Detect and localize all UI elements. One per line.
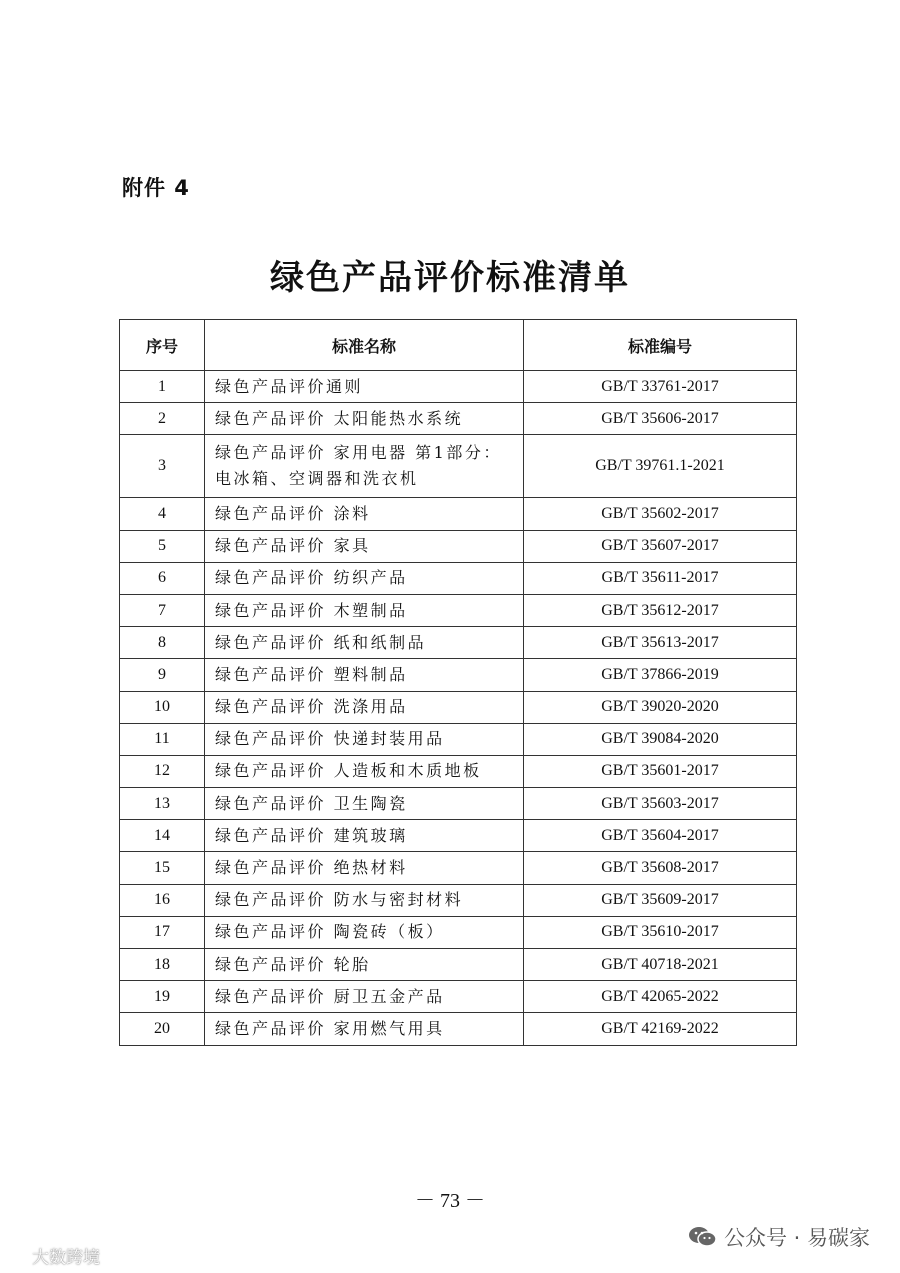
- serial-cell: 8: [120, 627, 205, 659]
- standard-name-cell: 绿色产品评价 家具: [205, 530, 524, 562]
- standard-name-cell: 绿色产品评价 轮胎: [205, 949, 524, 981]
- serial-cell: 16: [120, 884, 205, 916]
- document-title: 绿色产品评价标准清单: [270, 258, 630, 298]
- watermark-right: [688, 1222, 870, 1252]
- table-row: [120, 820, 797, 852]
- watermark-left-text: 大数跨境: [32, 1248, 100, 1268]
- standard-code-cell: GB/T 42065-2022: [524, 981, 797, 1013]
- standard-name-cell: 绿色产品评价 纸和纸制品: [205, 627, 524, 659]
- table-header-row: [120, 320, 797, 371]
- table-row: [120, 562, 797, 594]
- table-row: [120, 1013, 797, 1045]
- page-number: － 73 －: [415, 1190, 485, 1212]
- standard-code-cell: GB/T 42169-2022: [524, 1013, 797, 1045]
- serial-cell: 5: [120, 530, 205, 562]
- standard-name-cell: 绿色产品评价 木塑制品: [205, 594, 524, 626]
- serial-cell: 20: [120, 1013, 205, 1045]
- serial-cell: 11: [120, 723, 205, 755]
- standard-name-cell: 绿色产品评价 陶瓷砖（板）: [205, 916, 524, 948]
- header-standard-name: 标准名称: [205, 320, 524, 371]
- standard-code-cell: GB/T 33761-2017: [524, 371, 797, 403]
- standard-name-cell: 绿色产品评价 绝热材料: [205, 852, 524, 884]
- serial-cell: 6: [120, 562, 205, 594]
- standard-code-cell: GB/T 37866-2019: [524, 659, 797, 691]
- header-standard-code: 标准编号: [524, 320, 797, 371]
- serial-cell: 12: [120, 755, 205, 787]
- table-row: [120, 884, 797, 916]
- table-row: [120, 530, 797, 562]
- standard-code-cell: GB/T 35601-2017: [524, 755, 797, 787]
- standard-code-cell: GB/T 35607-2017: [524, 530, 797, 562]
- standard-code-cell: GB/T 35608-2017: [524, 852, 797, 884]
- logo-icon: [6, 1244, 28, 1267]
- table-row: [120, 659, 797, 691]
- standard-name-cell: 绿色产品评价 快递封装用品: [205, 723, 524, 755]
- header-serial: 序号: [120, 320, 205, 371]
- watermark-right-text: 公众号 · 易碳家: [723, 1226, 870, 1250]
- standard-name-cell: 绿色产品评价 建筑玻璃: [205, 820, 524, 852]
- table-row: [120, 916, 797, 948]
- standard-name-cell: 绿色产品评价通则: [205, 371, 524, 403]
- standard-name-cell: 绿色产品评价 防水与密封材料: [205, 884, 524, 916]
- table-row: [120, 981, 797, 1013]
- serial-cell: 15: [120, 852, 205, 884]
- standard-code-cell: GB/T 35604-2017: [524, 820, 797, 852]
- standard-name-cell: 绿色产品评价 家用燃气用具: [205, 1013, 524, 1045]
- standard-code-cell: GB/T 35606-2017: [524, 403, 797, 435]
- table-row: [120, 403, 797, 435]
- table-row: [120, 594, 797, 626]
- serial-cell: 4: [120, 498, 205, 530]
- standard-code-cell: GB/T 35609-2017: [524, 884, 797, 916]
- table-row: [120, 723, 797, 755]
- serial-cell: 7: [120, 594, 205, 626]
- standard-code-cell: GB/T 40718-2021: [524, 949, 797, 981]
- standard-name-cell: 绿色产品评价 家用电器 第1部分：电冰箱、空调器和洗衣机: [205, 435, 524, 498]
- table-row: [120, 371, 797, 403]
- standard-code-cell: GB/T 35603-2017: [524, 788, 797, 820]
- serial-cell: 1: [120, 371, 205, 403]
- serial-cell: 2: [120, 403, 205, 435]
- standard-name-cell: 绿色产品评价 洗涤用品: [205, 691, 524, 723]
- standards-table: [119, 319, 797, 1046]
- table-row: [120, 691, 797, 723]
- standard-name-cell: 绿色产品评价 太阳能热水系统: [205, 403, 524, 435]
- standard-code-cell: GB/T 35611-2017: [524, 562, 797, 594]
- serial-cell: 9: [120, 659, 205, 691]
- watermark-left: [6, 1243, 100, 1268]
- table-row: [120, 627, 797, 659]
- serial-cell: 18: [120, 949, 205, 981]
- serial-cell: 17: [120, 916, 205, 948]
- attachment-label: 附件 4: [122, 176, 190, 200]
- standard-code-cell: GB/T 39020-2020: [524, 691, 797, 723]
- serial-cell: 19: [120, 981, 205, 1013]
- standard-code-cell: GB/T 35612-2017: [524, 594, 797, 626]
- table-row: [120, 788, 797, 820]
- serial-cell: 10: [120, 691, 205, 723]
- standard-code-cell: GB/T 35610-2017: [524, 916, 797, 948]
- table-row: [120, 498, 797, 530]
- standard-code-cell: GB/T 35613-2017: [524, 627, 797, 659]
- serial-cell: 13: [120, 788, 205, 820]
- wechat-icon: [688, 1225, 718, 1249]
- standard-name-cell: 绿色产品评价 厨卫五金产品: [205, 981, 524, 1013]
- serial-cell: 14: [120, 820, 205, 852]
- serial-cell: 3: [120, 435, 205, 498]
- table-row: [120, 949, 797, 981]
- standard-name-cell: 绿色产品评价 人造板和木质地板: [205, 755, 524, 787]
- standard-code-cell: GB/T 39761.1-2021: [524, 435, 797, 498]
- standard-name-cell: 绿色产品评价 塑料制品: [205, 659, 524, 691]
- table-row: [120, 755, 797, 787]
- standard-code-cell: GB/T 35602-2017: [524, 498, 797, 530]
- table-row: [120, 852, 797, 884]
- standard-code-cell: GB/T 39084-2020: [524, 723, 797, 755]
- table-row: [120, 435, 797, 498]
- standard-name-cell: 绿色产品评价 涂料: [205, 498, 524, 530]
- standard-name-cell: 绿色产品评价 纺织产品: [205, 562, 524, 594]
- standard-name-cell: 绿色产品评价 卫生陶瓷: [205, 788, 524, 820]
